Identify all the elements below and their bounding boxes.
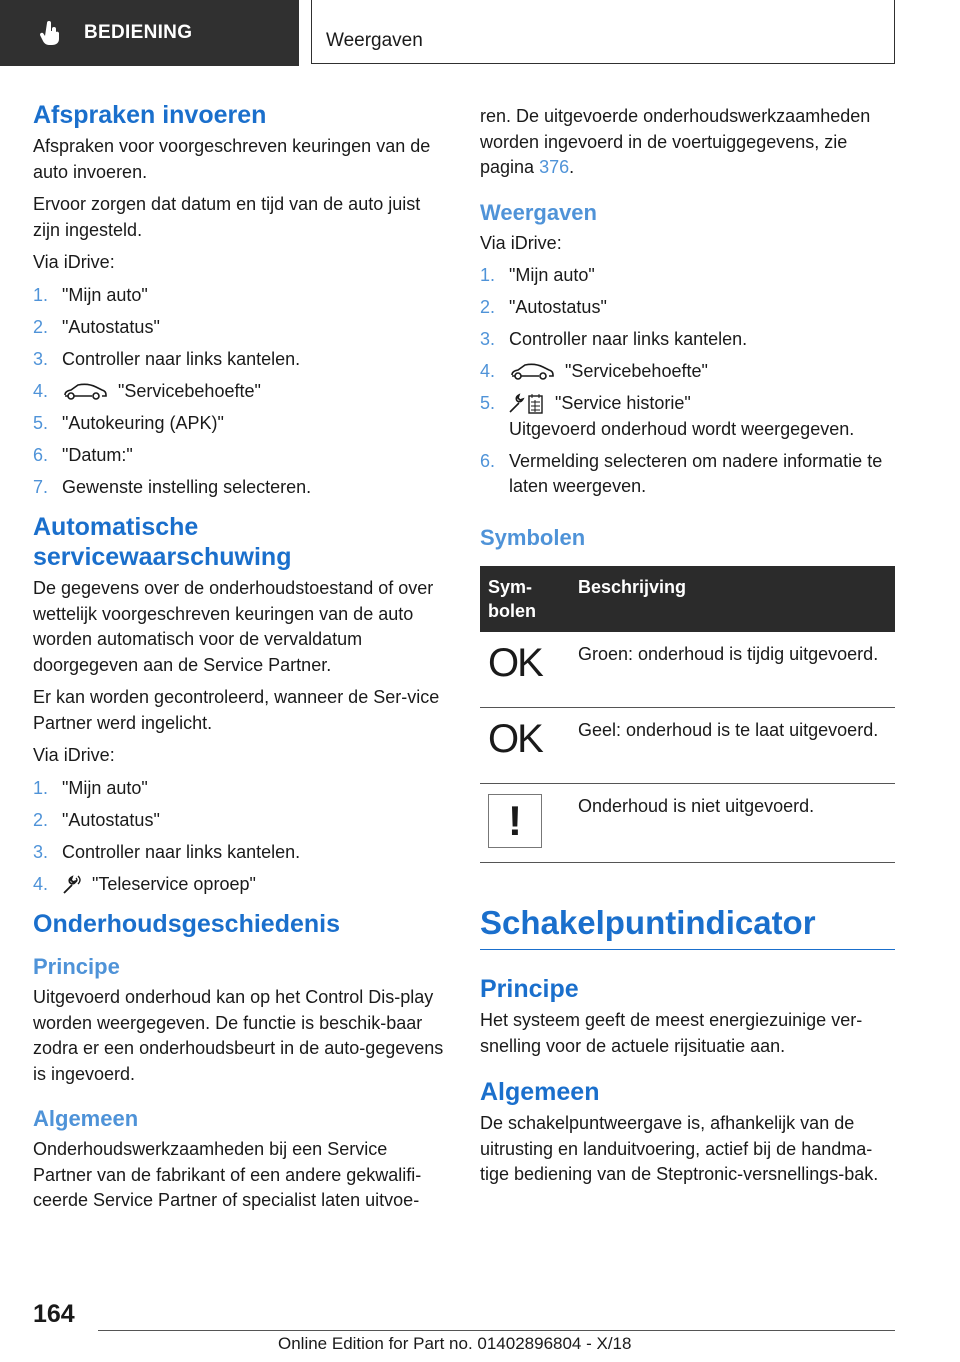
steps-list [33, 283, 448, 501]
car-icon [62, 382, 108, 402]
subheading-principe: Principe [33, 954, 120, 979]
steps-list [480, 263, 895, 500]
service-history-icon [509, 393, 545, 415]
list-item: 3. Controller naar links kantelen. [33, 840, 448, 866]
step-number: 1. [33, 777, 49, 798]
step-note: Uitgevoerd onderhoud wordt weergegeven. [509, 418, 855, 439]
page-header [0, 0, 960, 66]
paragraph: ren. De uitgevoerde onderhoudswerkzaamheden worden ingevoerd in de voertuiggegevens, zie pagina 376. [480, 106, 871, 177]
list-item: 3. Controller naar links kantelen. [33, 347, 448, 373]
list-item: 4. "Teleservice oproep" [33, 872, 448, 898]
step-number: 3. [480, 329, 496, 349]
paragraph: Er kan worden gecontroleerd, wanneer de Ser-vice Partner werd ingelicht. [33, 687, 440, 733]
page-reference-link[interactable]: 376 [539, 157, 570, 177]
list-item: 1. "Mijn auto" [33, 283, 448, 309]
list-item: 2. "Autostatus" [480, 295, 895, 321]
column-header-symbols: Sym-bolen [480, 566, 570, 632]
via-idrive-label: Via iDrive: [33, 745, 115, 765]
list-item: 6. "Datum:" [33, 443, 448, 469]
chapter-tab [311, 0, 895, 64]
paragraph: Uitgevoerd onderhoud kan op het Control Dis-play worden weergegeven. De functie is beschik-baar zodra er een onderhoudsbeurt in de auto-gegevens is ingevoerd. [33, 987, 444, 1084]
step-number: 5. [33, 412, 49, 433]
footer-divider [98, 1330, 895, 1331]
paragraph: Onderhoudswerkzaamheden bij een Service Partner van de fabrikant of een andere gekwalifi-ceerde Service Partner of specialist laten uitvoe- [33, 1139, 422, 1210]
teleservice-wrench-icon [62, 875, 82, 895]
paragraph: Afspraken voor voorgeschreven keuringen van de auto invoeren. [33, 136, 431, 182]
description-cell: Groen: onderhoud is tijdig uitgevoerd. [570, 632, 895, 708]
step-number: 6. [33, 444, 49, 465]
step-number: 2. [33, 316, 49, 337]
list-item: 7. Gewenste instelling selecteren. [33, 475, 448, 501]
section-title: BEDIENING [84, 22, 193, 43]
step-number: 5. [480, 393, 496, 413]
step-number: 2. [33, 809, 49, 830]
step-number: 6. [480, 450, 496, 471]
ok-yellow-icon: OK [488, 717, 542, 761]
list-item: 1. "Mijn auto" [33, 776, 448, 802]
ok-green-icon: OK [488, 640, 542, 685]
footer-edition: Online Edition for Part no. 01402896804 - X/18 [278, 1334, 632, 1353]
description-cell: Geel: onderhoud is te laat uitgevoerd. [570, 708, 895, 784]
heading-schakelpuntindicator: Schakelpuntindicator [480, 903, 895, 950]
symbol-cell [480, 708, 570, 784]
subheading-principe: Principe [480, 975, 579, 1003]
steps-list [33, 776, 448, 898]
list-item: 2. "Autostatus" [33, 808, 448, 834]
left-column [33, 100, 448, 1221]
list-item: 4. "Servicebehoefte" [33, 379, 448, 405]
step-number: 4. [480, 361, 496, 381]
via-idrive-label: Via iDrive: [33, 252, 115, 272]
symbol-cell [480, 632, 570, 708]
paragraph: De gegevens over de onderhoudstoestand of over wettelijk voorgeschreven keuringen van de auto worden automatisch voor de vervaldatum doorgegeven aan de Service Partner. [33, 578, 434, 675]
step-number: 4. [33, 380, 49, 401]
step-number: 3. [33, 348, 49, 369]
list-item: 3. Controller naar links kantelen. [480, 327, 895, 353]
step-number: 4. [33, 873, 49, 894]
step-number: 1. [480, 265, 496, 285]
paragraph: Het systeem geeft de meest energiezuinige ver-snelling voor de actuele rijsituatie aan. [480, 1010, 863, 1056]
heading-onderhoudsgeschiedenis: Onderhoudsgeschiedenis [33, 910, 341, 938]
table-row [480, 708, 895, 784]
table-row [480, 784, 895, 863]
section-tab [0, 0, 299, 66]
via-idrive-label: Via iDrive: [480, 232, 562, 253]
list-item: 1. "Mijn auto" [480, 263, 895, 289]
table-header-row [480, 566, 895, 632]
right-column [480, 104, 895, 1195]
heading-symbolen: Symbolen [480, 524, 586, 550]
description-cell: Onderhoud is niet uitgevoerd. [570, 784, 895, 863]
symbols-table [480, 566, 895, 864]
hand-pointer-icon [38, 20, 64, 46]
table-row [480, 632, 895, 708]
step-number: 2. [480, 297, 496, 317]
column-header-description: Beschrijving [570, 566, 895, 632]
exclamation-icon: ! [488, 794, 542, 848]
list-item: 2. "Autostatus" [33, 315, 448, 341]
page-number: 164 [33, 1300, 75, 1328]
list-item: 4. "Servicebehoefte" [480, 359, 895, 385]
step-number: 3. [33, 841, 49, 862]
list-item: 6. Vermelding selecteren om nadere informatie te laten weergeven. [480, 449, 895, 500]
paragraph: De schakelpuntweergave is, afhankelijk van de uitrusting en landuitvoering, actief bij de handma-tige bediening van de Steptronic-versnellings-bak. [480, 1113, 879, 1184]
symbol-cell [480, 784, 570, 863]
subheading-algemeen: Algemeen [480, 1078, 600, 1106]
step-number: 1. [33, 284, 49, 305]
subheading-algemeen: Algemeen [33, 1106, 139, 1131]
car-icon [509, 362, 555, 382]
chapter-title: Weergaven [326, 30, 423, 51]
step-number: 7. [33, 476, 49, 497]
heading-afspraken-invoeren: Afspraken invoeren [33, 101, 267, 129]
heading-weergaven: Weergaven [480, 199, 597, 225]
heading-automatische-servicewaarschuwing: Automatische servicewaarschuwing [33, 513, 292, 571]
list-item: 5. "Service historie" Uitgevoerd onderhoud wordt weergegeven. [480, 391, 895, 442]
paragraph: Ervoor zorgen dat datum en tijd van de auto juist zijn ingesteld. [33, 194, 421, 240]
list-item: 5. "Autokeuring (APK)" [33, 411, 448, 437]
